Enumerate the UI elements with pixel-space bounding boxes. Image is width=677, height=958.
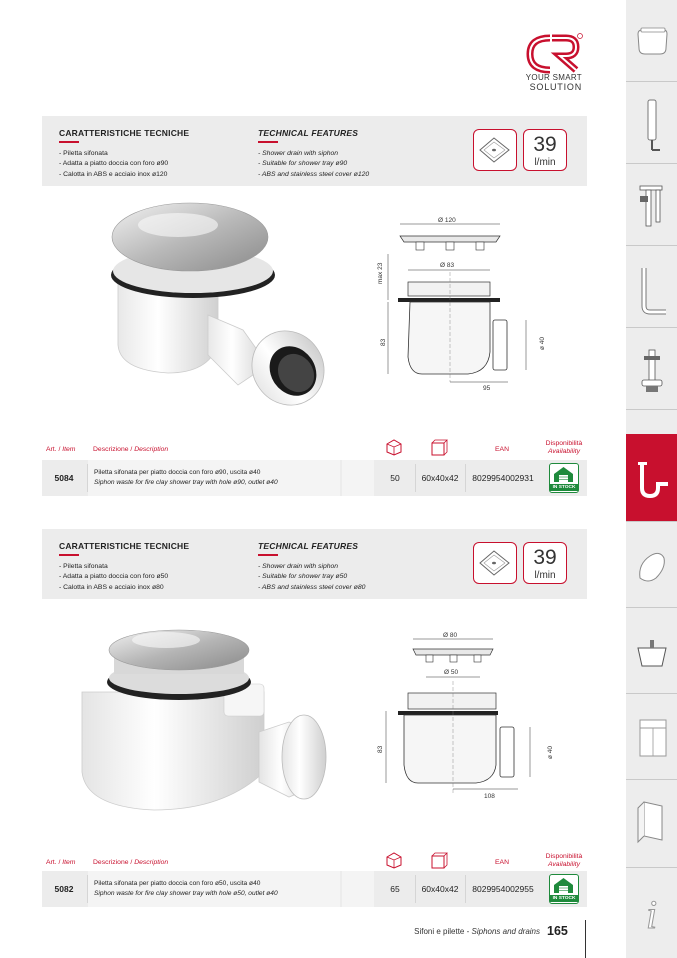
bend-pipe-icon — [632, 258, 672, 318]
package-qty-icon — [384, 436, 404, 456]
feature-line: - Shower drain with siphon — [258, 149, 339, 157]
logo-tagline-1: YOUR SMART — [525, 73, 582, 82]
desc-it: Piletta sifonata per piatto doccia con foro ø50, uscita ø40 — [94, 880, 261, 887]
table-header — [42, 436, 587, 460]
col-description: Descrizione / Description — [93, 859, 169, 866]
dim-outlet: ø 40 — [547, 745, 554, 759]
features-it-title: CARATTERISTICHE TECNICHE — [59, 128, 190, 138]
col-availability: Disponibilità Availability — [545, 853, 583, 868]
flow-rate-value: 39 — [533, 133, 557, 156]
warehouse-icon — [550, 464, 577, 484]
features-en — [258, 541, 365, 593]
features-en — [258, 128, 369, 180]
title-underline — [258, 141, 278, 143]
features-band — [42, 116, 587, 186]
dim-height: 83 — [380, 338, 387, 346]
spacer-cell — [342, 460, 374, 496]
sidebar-tab-info[interactable] — [626, 868, 677, 958]
product-photo — [88, 195, 333, 410]
spacer-cell — [342, 871, 374, 907]
product-photo — [74, 622, 336, 822]
sidebar-tab-siphons[interactable] — [626, 434, 677, 522]
feature-line: - Suitable for shower tray ø90 — [258, 160, 348, 167]
feature-line: - Calotta in ABS e acciaio inox ø120 — [59, 170, 168, 178]
drain-valve-icon — [632, 340, 672, 400]
flush-pipe-icon — [632, 94, 672, 154]
package-qty-icon — [384, 849, 404, 869]
dim-max: max 23 — [377, 262, 384, 284]
col-ean: EAN — [495, 859, 509, 866]
dim-body: Ø 50 — [444, 669, 459, 676]
dim-body: Ø 83 — [440, 262, 455, 269]
feature-line: - ABS and stainless steel cover ø120 — [258, 170, 370, 178]
table-row — [42, 460, 587, 496]
col-ean: EAN — [495, 446, 509, 453]
features-en-title: TECHNICAL FEATURES — [258, 128, 359, 138]
title-underline — [258, 554, 278, 556]
package-qty: 50 — [390, 473, 400, 483]
shower-tray-icon — [473, 542, 517, 584]
dim-outlet: ø 40 — [539, 336, 546, 350]
flow-rate-badge — [523, 542, 567, 584]
in-stock-badge — [549, 874, 579, 904]
footer-section-it: Sifoni e pilette - — [414, 927, 472, 936]
footer-divider — [585, 920, 586, 958]
footer-section — [360, 927, 540, 936]
flow-rate-unit: l/min — [534, 570, 556, 581]
feature-line: - Piletta sifonata — [59, 562, 108, 570]
box-size: 60x40x42 — [421, 473, 459, 483]
desc-en: Siphon waste for fire clay shower tray with hole ø50, outlet ø40 — [94, 890, 278, 897]
dim-cover: Ø 120 — [438, 217, 456, 224]
sidebar-tab-fill-valves[interactable] — [626, 164, 677, 246]
features-it-title: CARATTERISTICHE TECNICHE — [59, 541, 190, 551]
sidebar-tab-toilet-seats[interactable] — [626, 522, 677, 608]
technical-drawing — [368, 625, 558, 805]
box-size: 60x40x42 — [421, 884, 459, 894]
shower-box-icon — [632, 792, 672, 852]
feature-line: - Adatta a piatto doccia con foro ø50 — [59, 573, 169, 580]
feature-line: - Adatta a piatto doccia con foro ø90 — [59, 160, 169, 167]
sidebar-tab-flush-pipes[interactable] — [626, 82, 677, 164]
package-qty: 65 — [390, 884, 400, 894]
technical-drawing — [368, 212, 558, 397]
desc-it: Piletta sifonata per piatto doccia con foro ø90, uscita ø40 — [94, 469, 261, 476]
logo-tagline-2: SOLUTION — [529, 82, 582, 92]
warehouse-icon — [550, 875, 577, 895]
sidebar-tab-cabinets[interactable] — [626, 694, 677, 780]
sidebar-tab-shower-boxes[interactable] — [626, 780, 677, 868]
feature-line: - Suitable for shower tray ø50 — [258, 573, 348, 580]
cistern-icon — [632, 12, 672, 68]
table-row — [42, 871, 587, 907]
flow-rate-unit: l/min — [534, 157, 556, 168]
ean-code: 8029954002955 — [472, 884, 534, 894]
col-description: Descrizione / Description — [93, 446, 169, 453]
item-code: 5084 — [54, 473, 74, 483]
dim-cover: Ø 80 — [443, 632, 458, 639]
info-icon — [632, 880, 672, 940]
feature-line: - ABS and stainless steel cover ø80 — [258, 583, 366, 591]
toilet-seat-icon — [632, 534, 672, 594]
feature-line: - Calotta in ABS e acciaio inox ø80 — [59, 583, 164, 591]
desc-en: Siphon waste for fire clay shower tray with hole ø90, outlet ø40 — [94, 479, 278, 486]
title-underline — [59, 141, 79, 143]
features-it — [59, 128, 189, 180]
dim-length: 108 — [484, 793, 495, 800]
dim-height: 83 — [377, 745, 384, 753]
in-stock-label: IN STOCK — [550, 895, 578, 902]
flow-rate-value: 39 — [533, 546, 557, 569]
cabinet-icon — [632, 706, 672, 766]
in-stock-label: IN STOCK — [550, 484, 578, 491]
col-availability: Disponibilità Availability — [545, 440, 583, 455]
sidebar-tab-bend-pipes[interactable] — [626, 246, 677, 328]
box-size-icon — [428, 437, 448, 457]
svg-text:i: i — [646, 892, 658, 937]
fill-valve-icon — [632, 176, 672, 236]
sidebar-tab-cisterns[interactable] — [626, 0, 677, 82]
item-description — [88, 460, 340, 496]
box-size-icon — [428, 850, 448, 870]
sidebar-tab-drain-valves[interactable] — [626, 328, 677, 410]
availability-cell — [547, 871, 581, 907]
features-it — [59, 541, 189, 593]
ean-code: 8029954002931 — [472, 473, 534, 483]
siphon-icon — [632, 446, 672, 506]
dim-length: 95 — [483, 385, 491, 392]
features-band — [42, 529, 587, 599]
shower-tray-icon — [473, 129, 517, 171]
flow-rate-badge — [523, 129, 567, 171]
title-underline — [59, 554, 79, 556]
page-number: 165 — [547, 924, 568, 938]
col-item: Art. / Item — [46, 446, 76, 453]
feature-line: - Shower drain with siphon — [258, 562, 339, 570]
sink-icon — [632, 620, 672, 680]
footer-section-en: Siphons and drains — [471, 927, 540, 936]
table-header — [42, 849, 587, 873]
item-code: 5082 — [54, 884, 74, 894]
in-stock-badge — [549, 463, 579, 493]
col-item: Art. / Item — [46, 859, 76, 866]
availability-cell — [547, 460, 581, 496]
sidebar-tab-sinks[interactable] — [626, 608, 677, 694]
item-description — [88, 871, 340, 907]
feature-line: - Piletta sifonata — [59, 149, 108, 157]
features-en-title: TECHNICAL FEATURES — [258, 541, 359, 551]
category-sidebar — [626, 0, 677, 958]
